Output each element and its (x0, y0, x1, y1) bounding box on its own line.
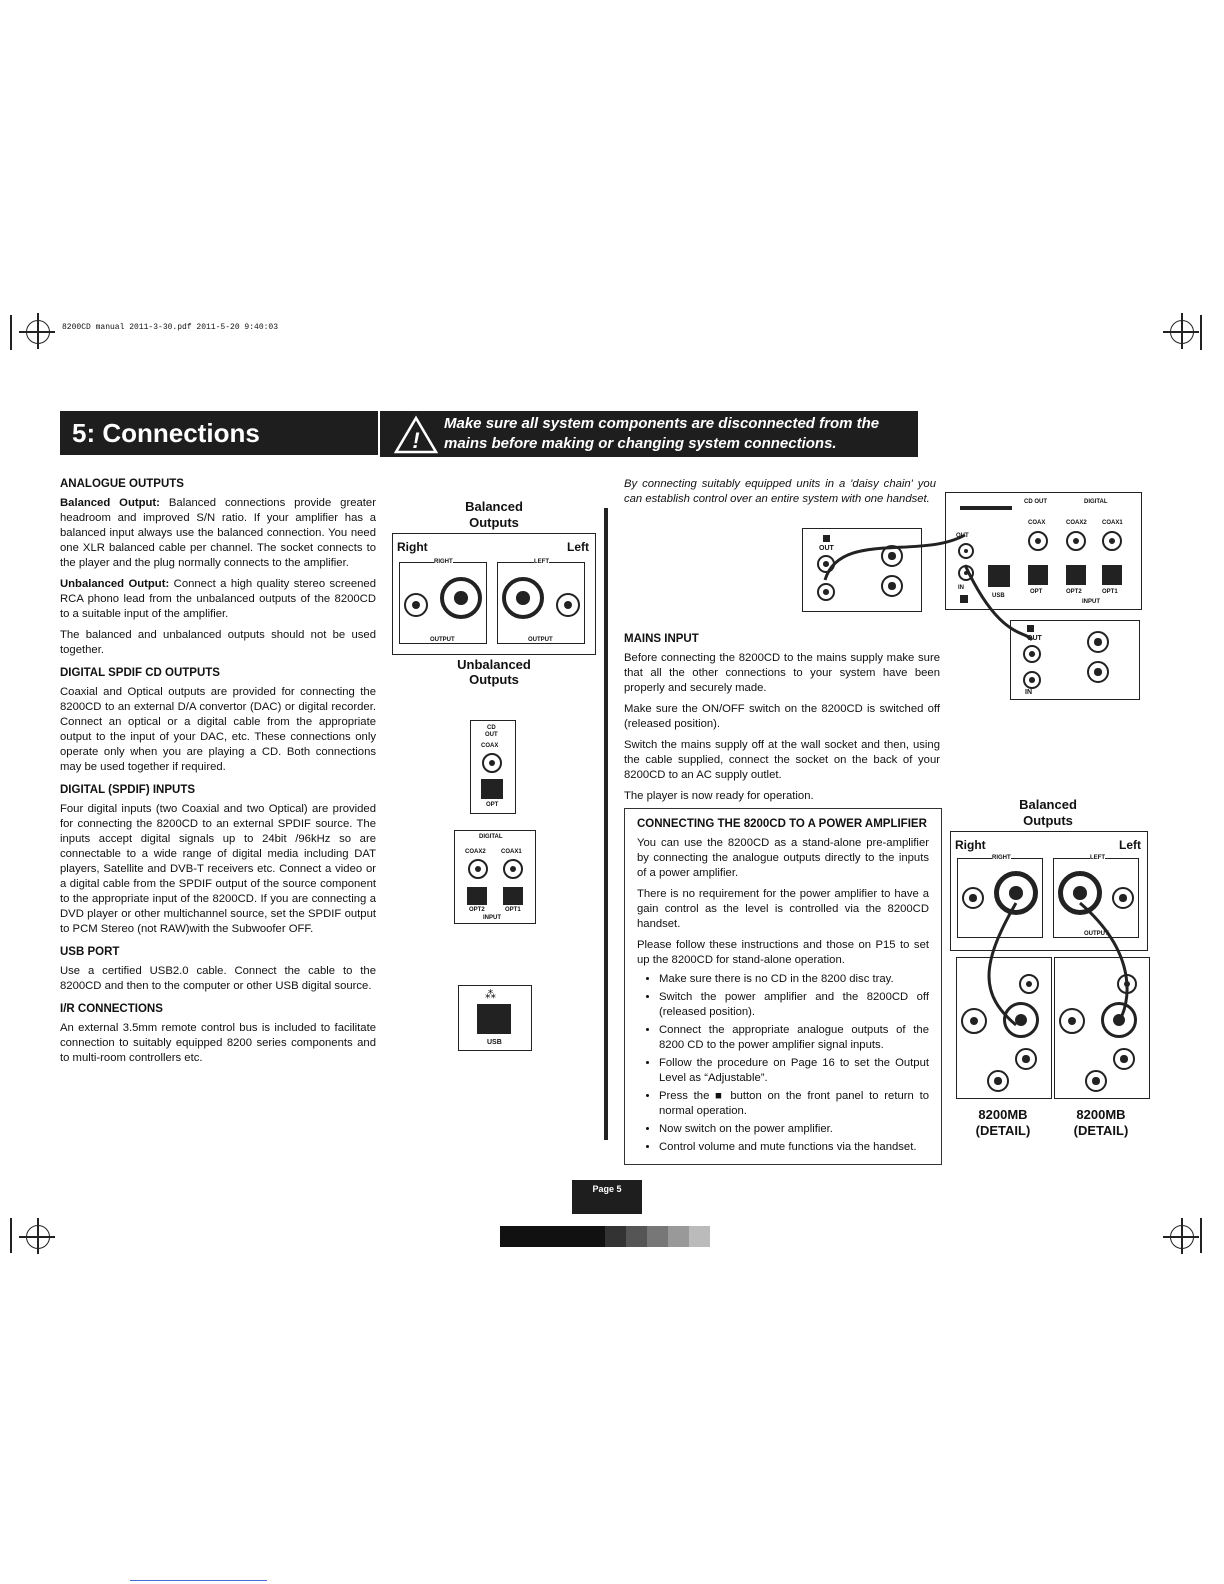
spdif-out-paragraph: Coaxial and Optical outputs are provided for connecting the 8200CD to an external D/A convertor (DAC) or digital recorder. Connect an optical or a digital cable from the appropriate output to the input of your DAC, etc. These connections only operate only when you are playing a CD. Both connections may be used together if required. (60, 686, 376, 773)
both-paragraph: The balanced and unbalanced outputs should not be used together. (60, 629, 376, 656)
slot-icon (960, 506, 1012, 510)
power-paragraph-3: Please follow these instructions and those on P15 to set up the 8200CD for stand-alone operation. (637, 939, 929, 966)
speaker-terminal (1113, 1048, 1135, 1070)
mains-paragraph-2: Make sure the ON/OFF switch on the 8200CD is switched off (released position). (624, 703, 940, 730)
xlr-plug-right (994, 871, 1038, 915)
coax1-label: COAX1 (1102, 520, 1123, 526)
list-item: • Press the ■ button on the front panel to return to normal operation. (659, 1089, 929, 1119)
output-small-label: OUTPUT (528, 637, 553, 643)
coax1-jack (1102, 531, 1122, 551)
opt-label: OPT (486, 802, 499, 808)
xlr-input-socket (1101, 1002, 1137, 1038)
unbalanced-caption: Unbalanced (457, 657, 531, 672)
page-number: Page 5 (592, 1184, 622, 1194)
optical1-port (1102, 565, 1122, 585)
right-output-block (399, 559, 487, 644)
crop-mark-icon (26, 1225, 50, 1249)
coax-label: COAX (481, 743, 499, 749)
warning-banner (380, 411, 918, 457)
ir-heading: I/R CONNECTIONS (60, 1003, 163, 1015)
speaker-terminal (1085, 1070, 1107, 1092)
line-input-jack (1117, 974, 1137, 994)
mains-heading: MAINS INPUT (624, 633, 699, 645)
section-title-bar (60, 411, 378, 455)
power-amp-figure (950, 795, 1148, 1145)
power-outputs-panel (950, 831, 1148, 951)
detail-caption-2a: 8200MB (1076, 1107, 1126, 1122)
power-amp-heading: CONNECTING THE 8200CD TO A POWER AMPLIFIER (637, 818, 927, 830)
list-item: • Control volume and mute functions via the handset. (659, 1140, 929, 1155)
crop-line (1200, 315, 1202, 350)
detail-caption-2b: (DETAIL) (1073, 1123, 1129, 1138)
right-label: Right (397, 540, 428, 554)
right-small-label: RIGHT (992, 855, 1011, 861)
input-label: INPUT (483, 915, 501, 921)
cd-out-figure (470, 720, 516, 814)
right-output-block (957, 855, 1043, 938)
ir-out-jack (958, 543, 974, 559)
opt1-label: OPT1 (1102, 589, 1118, 595)
stop-square-icon (960, 595, 968, 603)
rca-jack (881, 545, 903, 567)
optical2-port (467, 887, 487, 905)
outputs-panel (392, 533, 596, 655)
detail-caption-1a: 8200MB (978, 1107, 1028, 1122)
outputs-caption: Outputs (469, 515, 519, 530)
cd-label: CD (487, 725, 496, 731)
balanced-caption: Balanced (1019, 797, 1077, 812)
power-amp-box (624, 808, 942, 1165)
out-label: OUT (819, 545, 834, 552)
xlr-socket-left (502, 577, 544, 619)
left-small-label: LEFT (1090, 855, 1105, 861)
left-label: Left (1119, 838, 1141, 852)
opt-label: OPT (1030, 589, 1043, 595)
crop-mark-icon (1170, 1225, 1194, 1249)
in-label: IN (958, 585, 964, 591)
coax2-jack (1066, 531, 1086, 551)
ir-in-jack (817, 583, 835, 601)
usb-label: USB (992, 593, 1005, 599)
rca-jack (1087, 631, 1109, 653)
usb-b-port (477, 1004, 511, 1034)
optical-out-port (481, 779, 503, 799)
unit-b-panel (1010, 620, 1140, 700)
line-input-jack (1019, 974, 1039, 994)
rca-jack (881, 575, 903, 597)
column-divider (604, 508, 608, 1140)
left-small-label: LEFT (534, 559, 549, 565)
warning-triangle-icon (394, 415, 438, 455)
out-label: OUT (485, 732, 498, 738)
output-small-label: OUTPUT (1084, 931, 1109, 937)
mains-paragraph-3: Switch the mains supply off at the wall socket and then, using the cable supplied, connect the socket on the back of your 8200CD to an AC supply outlet. (624, 739, 940, 781)
power-paragraph-1: You can use the 8200CD as a stand-alone pre-amplifier by connecting the analogue outputs directly to the inputs of a power amplifier. (637, 837, 929, 879)
speaker-terminal (1015, 1048, 1037, 1070)
print-info: 8200CD manual 2011-3-30.pdf 2011-5-20 9:40:03 (62, 323, 279, 332)
coax-jack (1028, 531, 1048, 551)
usb-label: USB (487, 1039, 502, 1046)
spdif-out-heading: DIGITAL SPDIF CD OUTPUTS (60, 667, 220, 679)
xlr-plug-left (1058, 871, 1102, 915)
power-paragraph-2: There is no requirement for the power amplifier to have a gain control as the level is controlled via the 8200CD handset. (637, 888, 929, 930)
ir-paragraph: An external 3.5mm remote control bus is included to facilitate connection to suitably equipped 8200 series components and to multi-room controllers etc. (60, 1022, 376, 1064)
balanced-input-socket (1059, 1008, 1085, 1034)
outputs-figure (392, 495, 596, 690)
ir-in-jack (958, 565, 974, 581)
amp-detail-panel-1 (956, 957, 1052, 1099)
balanced-caption: Balanced (465, 499, 523, 514)
coax2-label: COAX2 (1066, 520, 1087, 526)
balanced-input-socket (961, 1008, 987, 1034)
list-item: • Make sure there is no CD in the 8200 disc tray. (659, 972, 929, 987)
usb-b-port (988, 565, 1010, 587)
opt1-label: OPT1 (505, 907, 521, 913)
spdif-in-heading: DIGITAL (SPDIF) INPUTS (60, 784, 196, 796)
crop-mark-icon (26, 320, 50, 344)
amp-detail-panel-2 (1054, 957, 1150, 1099)
balanced-paragraph: Balanced Output: Balanced connections provide greater headroom and improved S/N ratio. If your amplifier has a balanced input always use the balanced connection. You need one XLR balanced cable per channel. The socket connects to the player and the plug normally connects to the amplifier. (60, 497, 376, 569)
footer-link-line (130, 1580, 267, 1581)
crop-line (10, 1218, 12, 1253)
digital-label: DIGITAL (1084, 499, 1108, 505)
page-number-tab (572, 1180, 642, 1214)
xlr-socket-right (440, 577, 482, 619)
cd-out-label: CD OUT (1024, 499, 1047, 505)
rca-jack-left (556, 593, 580, 617)
analogue-heading: ANALOGUE OUTPUTS (60, 478, 184, 490)
color-calibration-bar (500, 1226, 712, 1247)
in-label: IN (1025, 689, 1032, 696)
rca-jack-left (1112, 887, 1134, 909)
usb-figure (458, 985, 532, 1051)
outputs-caption: Outputs (1023, 813, 1073, 828)
ir-out-jack (1023, 645, 1041, 663)
right-label: Right (955, 838, 986, 852)
left-output-block (497, 559, 585, 644)
unbalanced-paragraph: Unbalanced Output: Connect a high quality stereo screened RCA phono lead from the unbalanced outputs of the 8200CD to a suitable input of the amplifier. (60, 578, 376, 620)
coax1-jack (503, 859, 523, 879)
unit-a-panel (802, 528, 922, 612)
usb-heading: USB PORT (60, 946, 120, 958)
list-item: • Connect the appropriate analogue outputs of the 8200 CD to the power amplifier signal inputs. (659, 1023, 929, 1053)
crop-mark-icon (1170, 320, 1194, 344)
mains-paragraph-4: The player is now ready for operation. (624, 790, 814, 802)
ir-out-jack (817, 555, 835, 573)
opt2-label: OPT2 (469, 907, 485, 913)
daisy-chain-figure (800, 490, 1145, 700)
crop-line (10, 315, 12, 350)
optical2-port (1066, 565, 1086, 585)
list-item: • Follow the procedure on Page 16 to set the Output Level as “Adjustable”. (659, 1056, 929, 1086)
stop-square-icon (1027, 625, 1034, 632)
daisy-chain-paragraph: By connecting suitably equipped units in a 'daisy chain' you can establish control over an entire system with one handset. (624, 478, 936, 505)
digital-label: DIGITAL (479, 834, 503, 840)
optical-out-port (1028, 565, 1048, 585)
left-column (60, 473, 376, 1072)
usb-paragraph: Use a certified USB2.0 cable. Connect the cable to the 8200CD and then to the computer or other USB digital source. (60, 965, 376, 992)
right-small-label: RIGHT (434, 559, 453, 565)
rca-jack-right (962, 887, 984, 909)
stop-square-icon (823, 535, 830, 542)
ir-in-jack (1023, 671, 1041, 689)
opt2-label: OPT2 (1066, 589, 1082, 595)
svg-text:!: ! (412, 428, 420, 453)
optical1-port (503, 887, 523, 905)
rca-jack (1087, 661, 1109, 683)
power-steps-list (637, 972, 929, 1155)
out-label: OUT (1027, 635, 1042, 642)
left-output-block (1053, 855, 1139, 938)
spdif-in-paragraph: Four digital inputs (two Coaxial and two Optical) are provided for connecting the 8200CD to an external SPDIF source. The inputs accept digital signals up to 24bit /96kHz so are connectable to a wide range of digital media including DAT players, Satellite and DVB-T receivers etc. Connect a video or a digital cable from the SPDIF output of the source component to the appropriate input of the 8200CD. If you are connecting a DVD player or other multichannel source, set the SPDIF output to PCM Stereo (not RAW)with the Subwoofer OFF. (60, 803, 376, 935)
speaker-terminal (987, 1070, 1009, 1092)
list-item: • Switch the power amplifier and the 8200CD off (released position). (659, 990, 929, 1020)
detail-caption-1b: (DETAIL) (975, 1123, 1031, 1138)
usb-icon: ⁂ (485, 989, 496, 1001)
output-small-label: OUTPUT (430, 637, 455, 643)
mains-paragraph-1: Before connecting the 8200CD to the mains supply make sure that all the other connections to your system have been properly and securely made. (624, 652, 940, 694)
xlr-input-socket (1003, 1002, 1039, 1038)
warning-text: Make sure all system components are disconnected from the mains before making or changing system connections. (444, 415, 880, 452)
left-label: Left (567, 540, 589, 554)
crop-line (1200, 1218, 1202, 1253)
coax1-label: COAX1 (501, 849, 522, 855)
list-item: • Now switch on the power amplifier. (659, 1122, 929, 1137)
input-label: INPUT (1082, 599, 1100, 605)
outputs-caption-2: Outputs (469, 672, 519, 687)
coax-out-jack (482, 753, 502, 773)
digital-inputs-figure (454, 830, 536, 924)
out-label: OUT (956, 533, 969, 539)
coax2-label: COAX2 (465, 849, 486, 855)
cd-rear-panel (945, 492, 1142, 610)
coax-label: COAX (1028, 520, 1046, 526)
coax2-jack (468, 859, 488, 879)
page-title: 5: Connections (72, 418, 260, 448)
rca-jack-right (404, 593, 428, 617)
